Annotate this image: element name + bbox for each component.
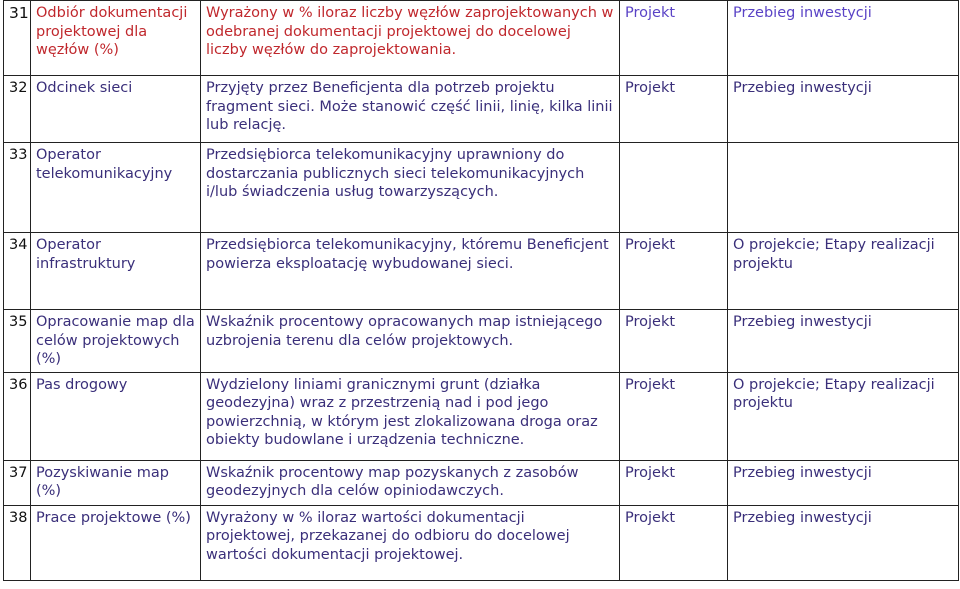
source-cell: Projekt [620, 76, 728, 143]
glossary-table [3, 0, 959, 581]
definition-cell: Wyrażony w % iloraz wartości dokumentacji projektowej, przekazanej do odbioru do docelowej wartości dokumentacji projektowej. [201, 505, 620, 580]
source-cell: Projekt [620, 233, 728, 310]
term-cell: Pozyskiwanie map (%) [31, 460, 201, 505]
row-number: 37 [4, 460, 31, 505]
source-cell: Projekt [620, 310, 728, 373]
section-cell: Przebieg inwestycji [728, 505, 959, 580]
table-row [4, 76, 959, 143]
table-row [4, 233, 959, 310]
term-cell: Operator telekomunikacyjny [31, 143, 201, 233]
term-cell: Pas drogowy [31, 372, 201, 460]
definition-cell: Wydzielony liniami granicznymi grunt (działka geodezyjna) wraz z przestrzenią nad i pod jego powierzchnią, w którym jest zlokalizowana droga oraz obiekty budowlane i urządzenia techniczne. [201, 372, 620, 460]
row-number: 38 [4, 505, 31, 580]
row-number: 34 [4, 233, 31, 310]
term-cell: Odcinek sieci [31, 76, 201, 143]
definition-cell: Przyjęty przez Beneficjenta dla potrzeb projektu fragment sieci. Może stanowić część linii, linię, kilka linii lub relację. [201, 76, 620, 143]
term-cell: Odbiór dokumentacji projektowej dla węzłów (%) [31, 1, 201, 76]
source-cell: Projekt [620, 372, 728, 460]
source-cell: Projekt [620, 1, 728, 76]
row-number: 36 [4, 372, 31, 460]
source-cell: Projekt [620, 460, 728, 505]
source-cell: Projekt [620, 505, 728, 580]
row-number: 31 [4, 1, 31, 76]
section-cell: Przebieg inwestycji [728, 1, 959, 76]
term-cell: Operator infrastruktury [31, 233, 201, 310]
section-cell: Przebieg inwestycji [728, 460, 959, 505]
row-number: 33 [4, 143, 31, 233]
definition-cell: Wskaźnik procentowy map pozyskanych z zasobów geodezyjnych dla celów opiniodawczych. [201, 460, 620, 505]
section-cell: Przebieg inwestycji [728, 76, 959, 143]
table-row [4, 505, 959, 580]
table-row [4, 460, 959, 505]
row-number: 35 [4, 310, 31, 373]
definition-cell: Wskaźnik procentowy opracowanych map istniejącego uzbrojenia terenu dla celów projektowych. [201, 310, 620, 373]
definition-cell: Przedsiębiorca telekomunikacyjny, któremu Beneficjent powierza eksploatację wybudowanej sieci. [201, 233, 620, 310]
term-cell: Prace projektowe (%) [31, 505, 201, 580]
term-cell: Opracowanie map dla celów projektowych (%) [31, 310, 201, 373]
definition-cell: Wyrażony w % iloraz liczby węzłów zaprojektowanych w odebranej dokumentacji projektowej do docelowej liczby węzłów do zaprojektowania. [201, 1, 620, 76]
table-row [4, 1, 959, 76]
section-cell: Przebieg inwestycji [728, 310, 959, 373]
section-cell: O projekcie; Etapy realizacji projektu [728, 233, 959, 310]
source-cell [620, 143, 728, 233]
section-cell [728, 143, 959, 233]
section-cell: O projekcie; Etapy realizacji projektu [728, 372, 959, 460]
table-row [4, 372, 959, 460]
table-row [4, 310, 959, 373]
definition-cell: Przedsiębiorca telekomunikacyjny uprawniony do dostarczania publicznych sieci telekomunikacyjnych i/lub świadczenia usług towarzyszących. [201, 143, 620, 233]
table-row [4, 143, 959, 233]
row-number: 32 [4, 76, 31, 143]
